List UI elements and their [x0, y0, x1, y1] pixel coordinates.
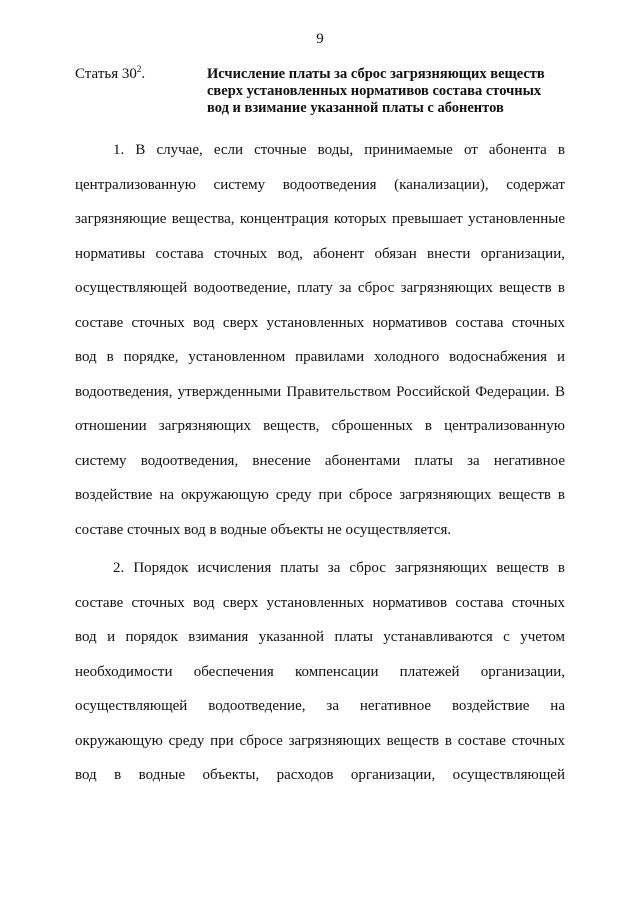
- text-line: систему водоотведения, внесение абонентами платы за негативное: [75, 452, 565, 469]
- text-line: осуществляющей водоотведение, за негативное воздействие на: [75, 698, 565, 714]
- page-number: 9: [316, 31, 324, 47]
- article-label: [75, 66, 207, 83]
- article-title-line: сверх установленных нормативов состава сточных: [207, 83, 542, 99]
- text-line: воздействие на окружающую среду при сбросе загрязняющих веществ в: [75, 487, 565, 503]
- article-heading: [75, 66, 565, 117]
- text-line: 1. В случае, если сточные воды, принимаемые от абонента в: [113, 142, 565, 158]
- article-label-text: Статья 30: [75, 66, 137, 82]
- paragraph-2: [75, 555, 565, 797]
- article-label-suffix: .: [141, 66, 146, 82]
- article-title: [207, 66, 565, 117]
- article-title-line: Исчисление платы за сброс загрязняющих веществ: [207, 66, 545, 82]
- text-line: отношении загрязняющих веществ, сброшенных в централизованную: [75, 418, 565, 434]
- text-line: вод в порядке, установленном правилами холодного водоснабжения и: [75, 349, 565, 365]
- text-line: необходимости обеспечения компенсации платежей организации,: [75, 663, 565, 680]
- article-label-superscript: 2: [136, 64, 142, 74]
- text-line: составе сточных вод сверх установленных нормативов состава сточных: [75, 594, 565, 611]
- paragraph-1: [75, 137, 565, 551]
- text-line: 2. Порядок исчисления платы за сброс загрязняющих веществ в: [113, 560, 565, 576]
- text-line: составе сточных вод сверх установленных нормативов состава сточных: [75, 314, 565, 331]
- text-line: водоотведения, утвержденными Правительством Российской Федерации. В: [75, 383, 565, 400]
- text-line: осуществляющей водоотведение, плату за сброс загрязняющих веществ в: [75, 280, 565, 296]
- text-line: окружающую среду при сбросе загрязняющих веществ в составе сточных: [75, 732, 565, 749]
- text-line: нормативы состава сточных вод, абонент обязан внести организации,: [75, 245, 565, 262]
- text-line: составе сточных вод в водные объекты не осуществляется.: [75, 521, 452, 538]
- text-line: загрязняющие вещества, концентрация которых превышает установленные: [75, 211, 565, 227]
- article-body: [75, 137, 565, 797]
- article-title-line: вод и взимание указанной платы с абонентов: [207, 100, 504, 116]
- text-line: вод и порядок взимания указанной платы устанавливаются с учетом: [75, 629, 565, 645]
- text-line: централизованную систему водоотведения (канализации), содержат: [75, 176, 565, 193]
- text-line: вод в водные объекты, расходов организации, осуществляющей: [75, 767, 565, 783]
